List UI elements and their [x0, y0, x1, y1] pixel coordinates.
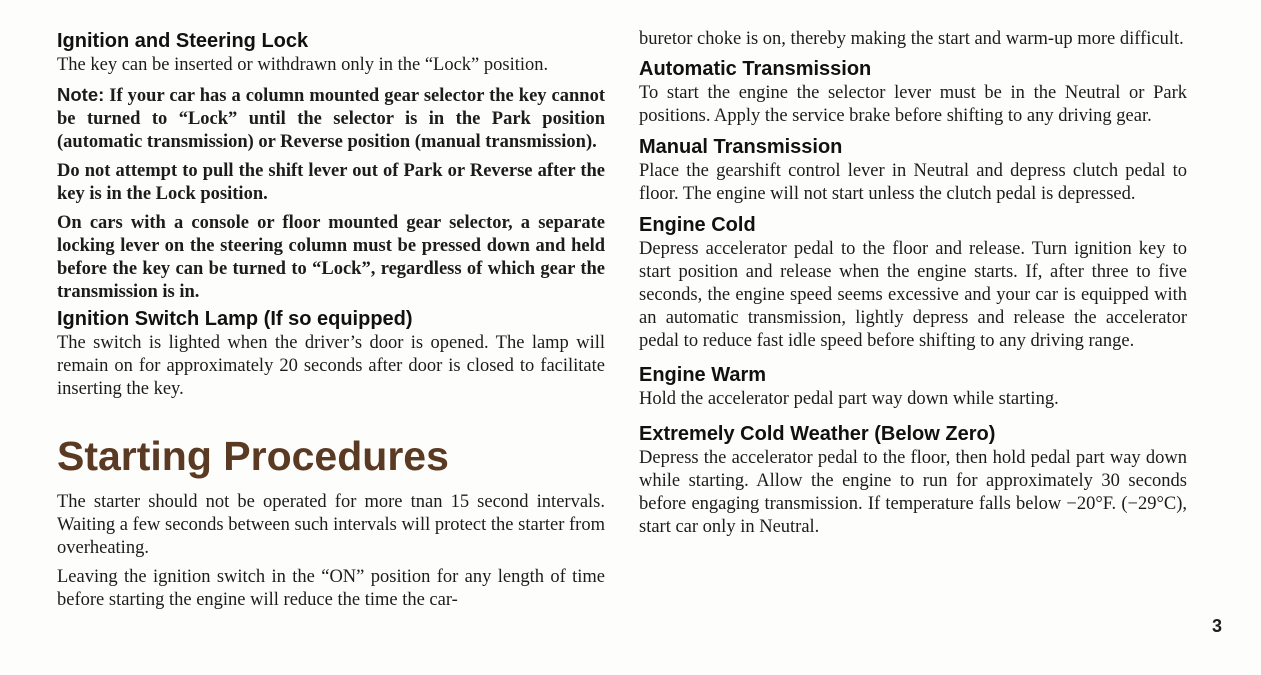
engine-warm-paragraph: Hold the accelerator pedal part way down while starting.	[639, 389, 1059, 409]
ignition-switch-lamp-heading: Ignition Switch Lamp (If so equipped)	[57, 308, 413, 330]
right-column	[639, 28, 1187, 539]
left-column	[57, 28, 605, 612]
lamp-paragraph: The switch is lighted when the driver’s door is opened. The lamp will remain on for approximately 20 seconds after door is closed to facilitate inserting the key.	[57, 333, 605, 399]
manual-transmission-heading: Manual Transmission	[639, 136, 843, 158]
ignition-steering-lock-heading: Ignition and Steering Lock	[57, 30, 309, 52]
engine-cold-paragraph: Depress accelerator pedal to the floor and release. Turn ignition key to start position and release when the engine starts. If, after three to five seconds, the engine speed seems excessive and your car is equipped with an automatic transmission, lightly depress and release the accelerator pedal to reduce fast idle speed before shifting to any driving range.	[639, 239, 1187, 351]
shift-lever-paragraph: Do not attempt to pull the shift lever out of Park or Reverse after the key is in the Lock position.	[57, 161, 605, 204]
ignition-lock-paragraph: The key can be inserted or withdrawn only in the “Lock” position.	[57, 55, 549, 75]
starting-procedures-title: Starting Procedures	[57, 433, 449, 479]
extremely-cold-weather-heading: Extremely Cold Weather (Below Zero)	[639, 423, 996, 445]
note-text: If your car has a column mounted gear selector the key cannot be turned to “Lock” until the selector is in the Park position (automatic transmission) or Reverse position (manual transmission).	[57, 86, 605, 152]
engine-warm-heading: Engine Warm	[639, 364, 767, 386]
automatic-transmission-heading: Automatic Transmission	[639, 58, 872, 80]
extremely-cold-weather-paragraph: Depress the accelerator pedal to the floor, then hold pedal part way down while starting. Allow the engine to run for approximately 30 seconds before engaging transmission. If temperature falls below −20°F. (−29°C), start car only in Neutral.	[639, 448, 1187, 537]
page-number: 3	[1212, 616, 1223, 636]
engine-cold-heading: Engine Cold	[639, 214, 756, 236]
manual-transmission-paragraph: Place the gearshift control lever in Neutral and depress clutch pedal to floor. The engine will not start unless the clutch pedal is depressed.	[639, 161, 1187, 204]
note-label: Note:	[57, 84, 105, 105]
carburetor-continued-paragraph: buretor choke is on, thereby making the start and warm-up more difficult.	[639, 29, 1184, 49]
console-selector-paragraph: On cars with a console or floor mounted gear selector, a separate locking lever on the steering column must be pressed down and held before the key can be turned to “Lock”, regardless of which gear the transmission is in.	[57, 213, 605, 302]
ignition-on-paragraph: Leaving the ignition switch in the “ON” position for any length of time before starting the engine will reduce the time the car-	[57, 567, 605, 610]
starter-paragraph: The starter should not be operated for more tnan 15 second intervals. Waiting a few seconds between such intervals will protect the starter from overheating.	[57, 492, 605, 558]
automatic-transmission-paragraph: To start the engine the selector lever must be in the Neutral or Park positions. Apply the service brake before shifting to any driving gear.	[639, 83, 1187, 126]
note-paragraph	[57, 83, 605, 154]
